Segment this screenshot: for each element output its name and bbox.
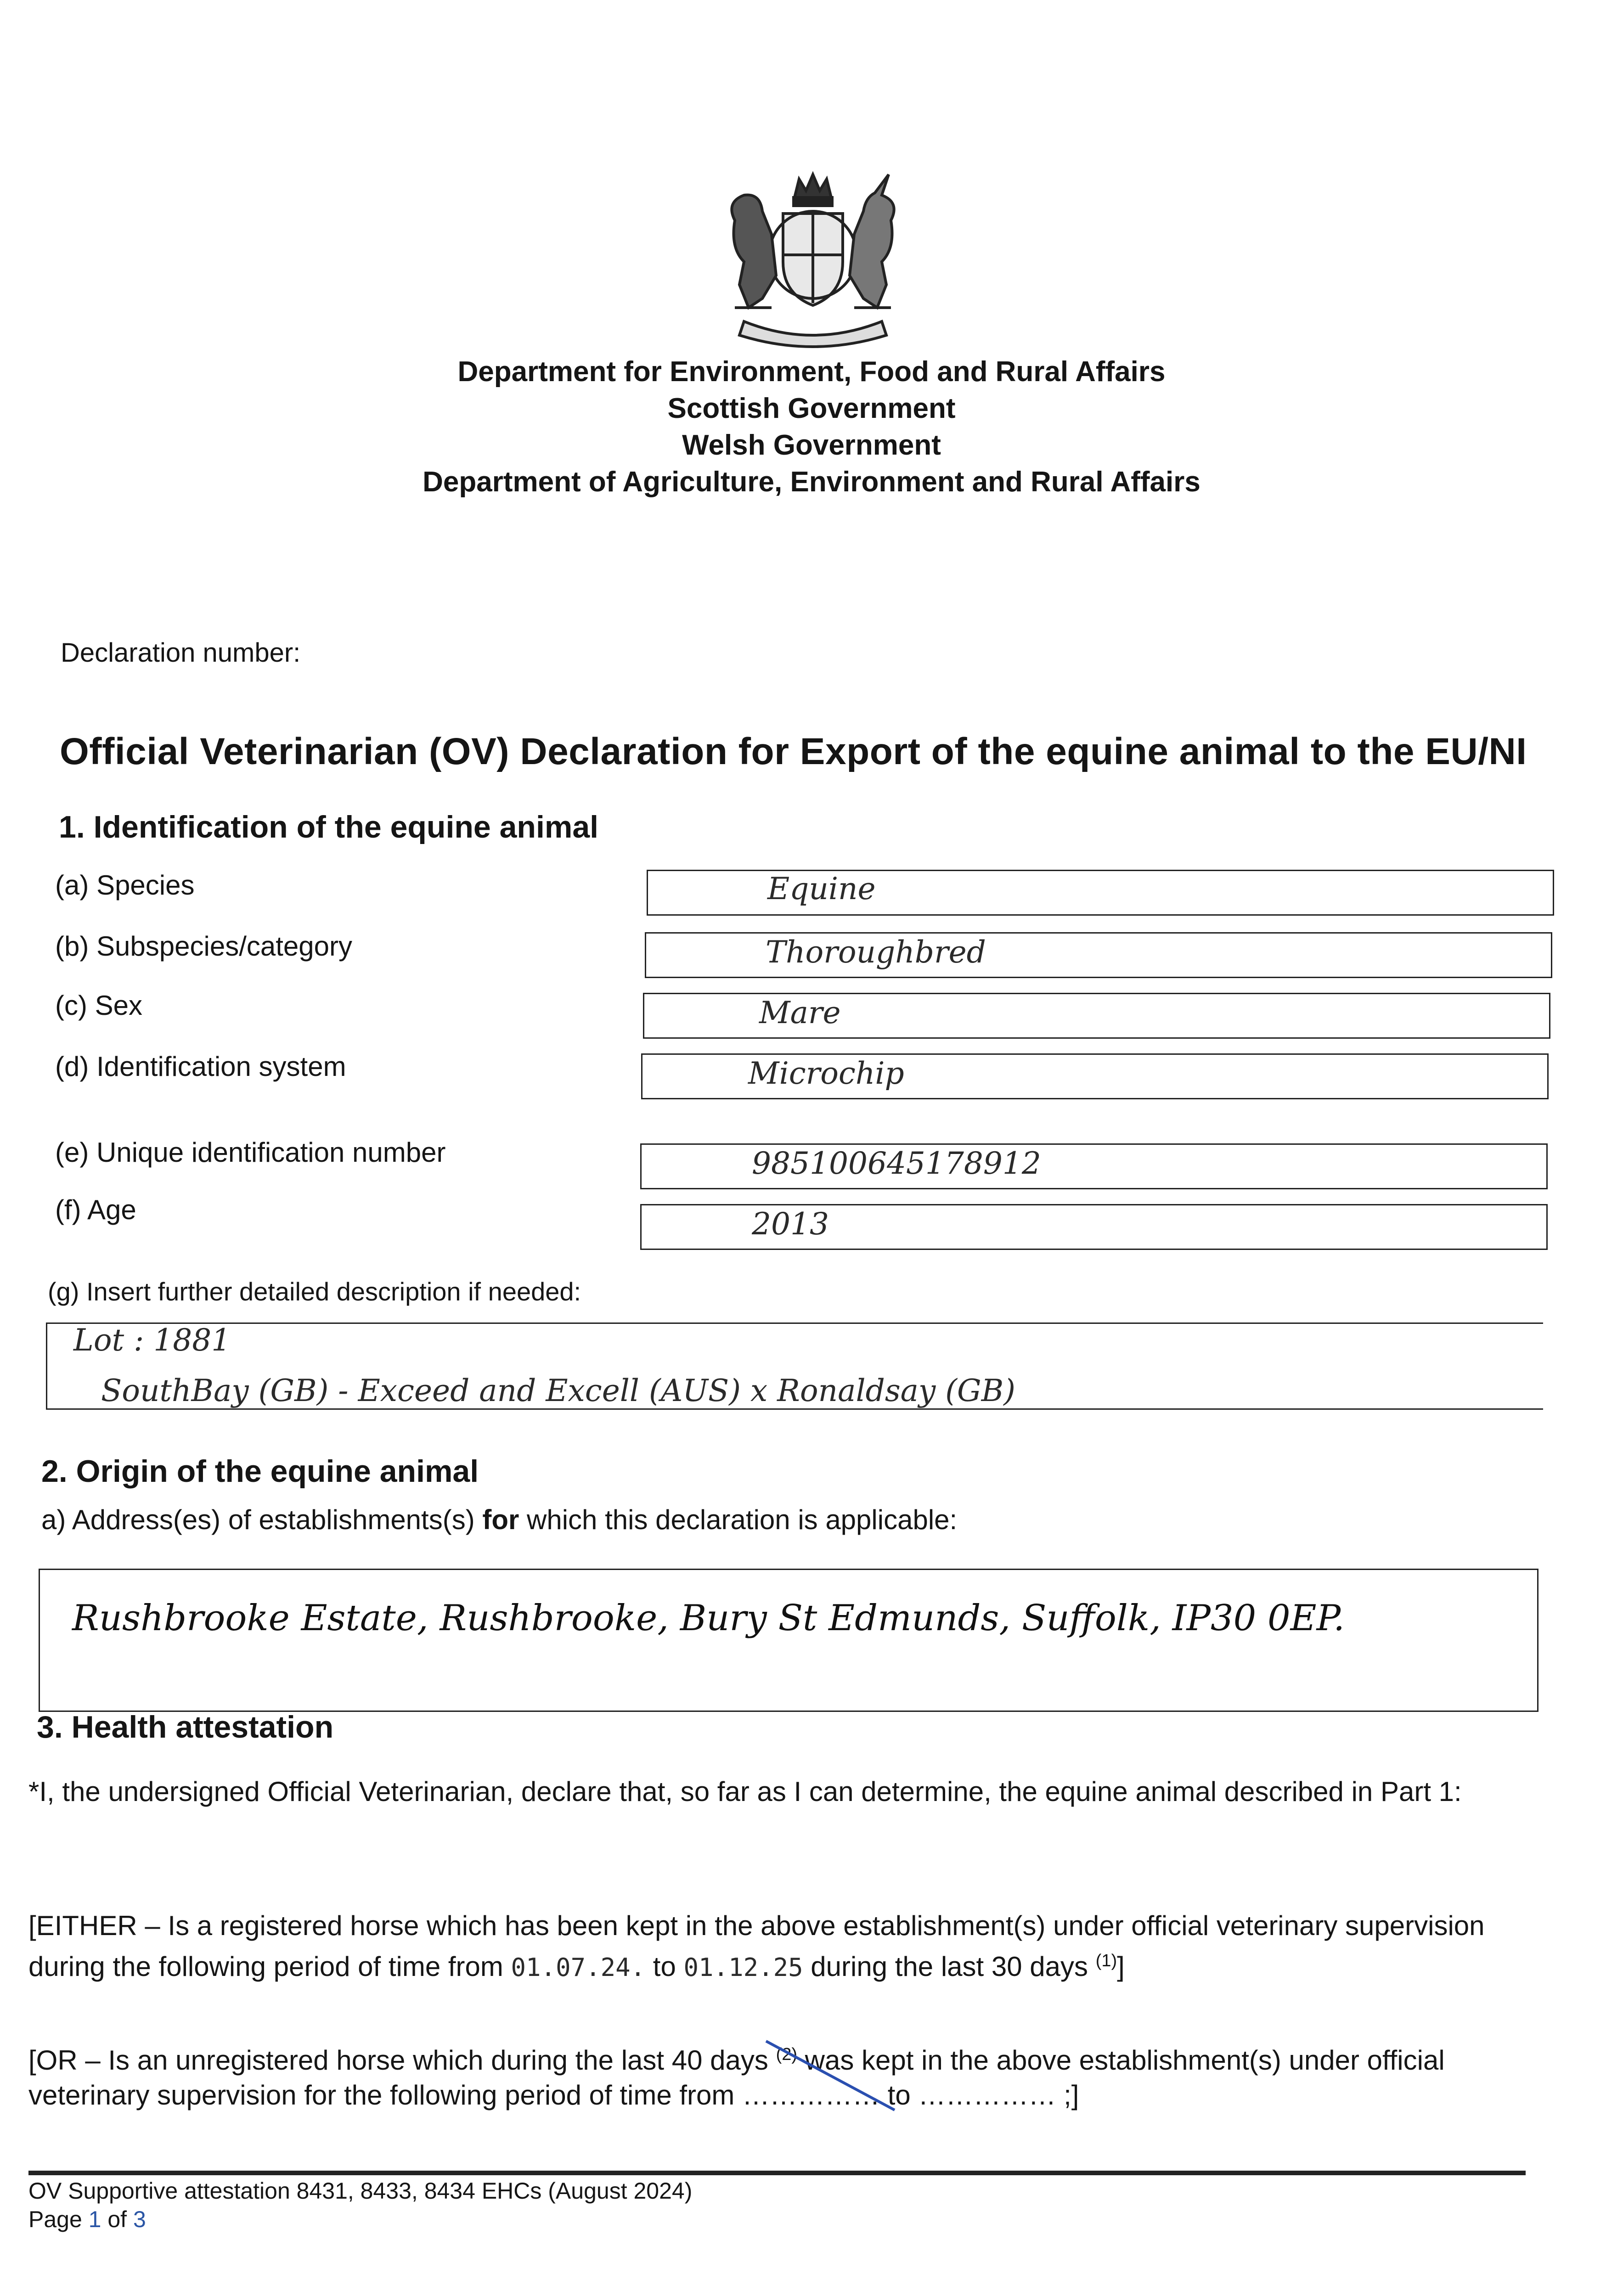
address-label-end: which this declaration is applicable: — [519, 1504, 958, 1535]
sex-value: Mare — [759, 995, 841, 1030]
establishment-address-field[interactable] — [39, 1569, 1538, 1712]
header-line-welsh-gov: Welsh Government — [682, 429, 941, 461]
section-3-heading: 3. Health attestation — [37, 1710, 334, 1745]
age-label: (f) Age — [55, 1194, 136, 1225]
or-clause-text: [OR – Is an unregistered horse which during the last 40 days — [28, 2045, 776, 2076]
footer-attestation-ref: OV Supportive attestation 8431, 8433, 8434 EHCs (August 2024) — [28, 2178, 693, 2204]
description-lot-line: Lot : 1881 — [73, 1322, 231, 1358]
page-title: Official Veterinarian (OV) Declaration for Export of the equine animal to the EU/NI — [60, 731, 1527, 772]
either-to-date: 01.12.25 — [683, 1953, 803, 1982]
section-2-heading: 2. Origin of the equine animal — [41, 1454, 479, 1489]
page-footer — [28, 2177, 692, 2234]
identification-system-label: (d) Identification system — [55, 1051, 346, 1082]
page-number — [28, 2205, 692, 2234]
unique-id-field[interactable] — [640, 1143, 1548, 1189]
total-pages: 3 — [133, 2206, 146, 2232]
sex-label: (c) Sex — [55, 990, 143, 1021]
species-label: (a) Species — [55, 870, 195, 900]
address-label-bold: for — [482, 1504, 519, 1535]
department-header — [0, 354, 1623, 501]
identification-system-value: Microchip — [748, 1056, 904, 1091]
either-clause-close: ] — [1117, 1951, 1125, 1982]
either-from-date: 01.07.24. — [511, 1953, 646, 1982]
page-word: Page — [28, 2206, 89, 2232]
either-to-word: to — [645, 1951, 684, 1982]
description-label: (g) Insert further detailed description if needed: — [48, 1277, 581, 1306]
age-field[interactable] — [640, 1204, 1548, 1250]
or-footnote-ref: (2) — [776, 2045, 798, 2064]
royal-coat-of-arms-icon — [707, 170, 919, 349]
establishment-address-value: Rushbrooke Estate, Rushbrooke, Bury St Edmunds, Suffolk, IP30 0EP. — [72, 1598, 1345, 1639]
header-line-scottish-gov: Scottish Government — [667, 393, 956, 424]
unique-id-label: (e) Unique identification number — [55, 1137, 446, 1168]
subspecies-field[interactable] — [645, 932, 1552, 978]
unique-id-value: 985100645178912 — [752, 1146, 1041, 1181]
species-value: Equine — [767, 871, 876, 906]
health-attestation-intro: *I, the undersigned Official Veterinarian, declare that, so far as I can determine, the equine animal described in Part 1: — [28, 1776, 1462, 1807]
establishment-address-label — [41, 1504, 957, 1536]
sex-field[interactable] — [643, 993, 1550, 1039]
current-page: 1 — [88, 2206, 101, 2232]
species-field[interactable] — [647, 870, 1554, 916]
declaration-number-label: Declaration number: — [61, 638, 301, 668]
or-clause-tail: was kept in the above establishment(s) under official veterinary supervision for the following period of time from …………… to …………… ;] — [28, 2045, 1445, 2110]
subspecies-label: (b) Subspecies/category — [55, 931, 352, 962]
footer-divider — [28, 2171, 1526, 2175]
identification-system-field[interactable] — [641, 1053, 1549, 1099]
description-pedigree-line: SouthBay (GB) - Exceed and Excell (AUS) x Ronaldsay (GB) — [101, 1373, 1016, 1408]
of-word: of — [101, 2206, 133, 2232]
either-footnote-ref: (1) — [1095, 1951, 1117, 1970]
header-line-daera: Department of Agriculture, Environment and Rural Affairs — [423, 466, 1200, 498]
either-clause-text: [EITHER – Is a registered horse which has been kept in the above establishment(s) under official veterinary supervision during the following period of time from — [28, 1910, 1485, 1982]
either-clause — [28, 1908, 1535, 1985]
subspecies-value: Thoroughbred — [766, 934, 986, 970]
pen-strike-mark — [761, 2037, 908, 2115]
either-clause-tail: during the last 30 days — [803, 1951, 1096, 1982]
section-1-heading: 1. Identification of the equine animal — [59, 810, 599, 844]
age-value: 2013 — [752, 1206, 829, 1242]
header-line-defra: Department for Environment, Food and Rural Affairs — [457, 356, 1166, 388]
address-label-start: a) Address(es) of establishments(s) — [41, 1504, 483, 1535]
